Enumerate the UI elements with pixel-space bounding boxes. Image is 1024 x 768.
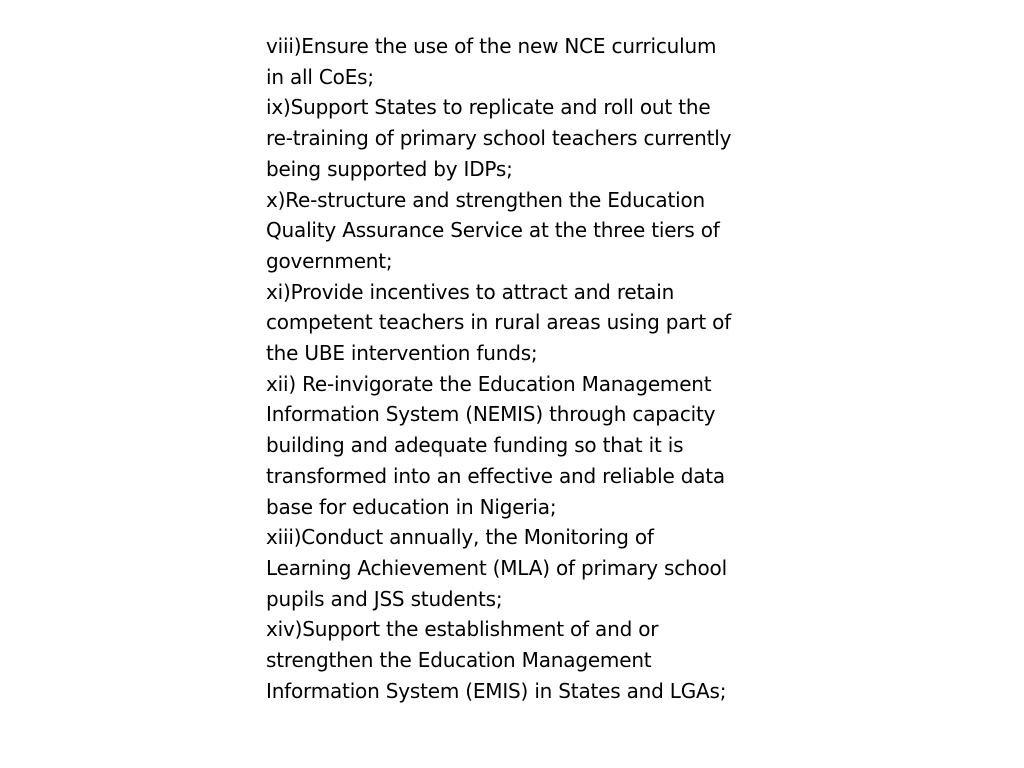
text-line: xii) Re-invigorate the Education Management	[266, 371, 712, 396]
body-text	[266, 31, 766, 706]
text-line: strengthen the Education Management	[266, 648, 652, 673]
text-line: Information System (EMIS) in States and LGAs;	[266, 678, 727, 703]
text-line: xiv)Support the establishment of and or	[266, 617, 659, 642]
text-line: Learning Achievement (MLA) of primary school	[266, 555, 727, 580]
text-line: government;	[266, 248, 393, 273]
text-line: x)Re-structure and strengthen the Education	[266, 187, 705, 212]
text-line: ix)Support States to replicate and roll out the	[266, 95, 711, 120]
text-line: transformed into an effective and reliable data	[266, 463, 725, 488]
text-line: xiii)Conduct annually, the Monitoring of	[266, 525, 654, 550]
text-line: in all CoEs;	[266, 64, 374, 89]
text-line: the UBE intervention funds;	[266, 341, 538, 366]
text-line: competent teachers in rural areas using part of	[266, 310, 732, 335]
text-line: pupils and JSS students;	[266, 586, 503, 611]
text-line: building and adequate funding so that it is	[266, 433, 684, 458]
text-line: being supported by IDPs;	[266, 156, 513, 181]
text-line: xi)Provide incentives to attract and retain	[266, 279, 675, 304]
text-line: re-training of primary school teachers currently	[266, 126, 732, 151]
text-line: viii)Ensure the use of the new NCE curriculum	[266, 34, 717, 58]
text-line: Quality Assurance Service at the three tiers of	[266, 218, 720, 243]
text-line: Information System (NEMIS) through capacity	[266, 402, 716, 427]
text-line: base for education in Nigeria;	[266, 494, 557, 519]
